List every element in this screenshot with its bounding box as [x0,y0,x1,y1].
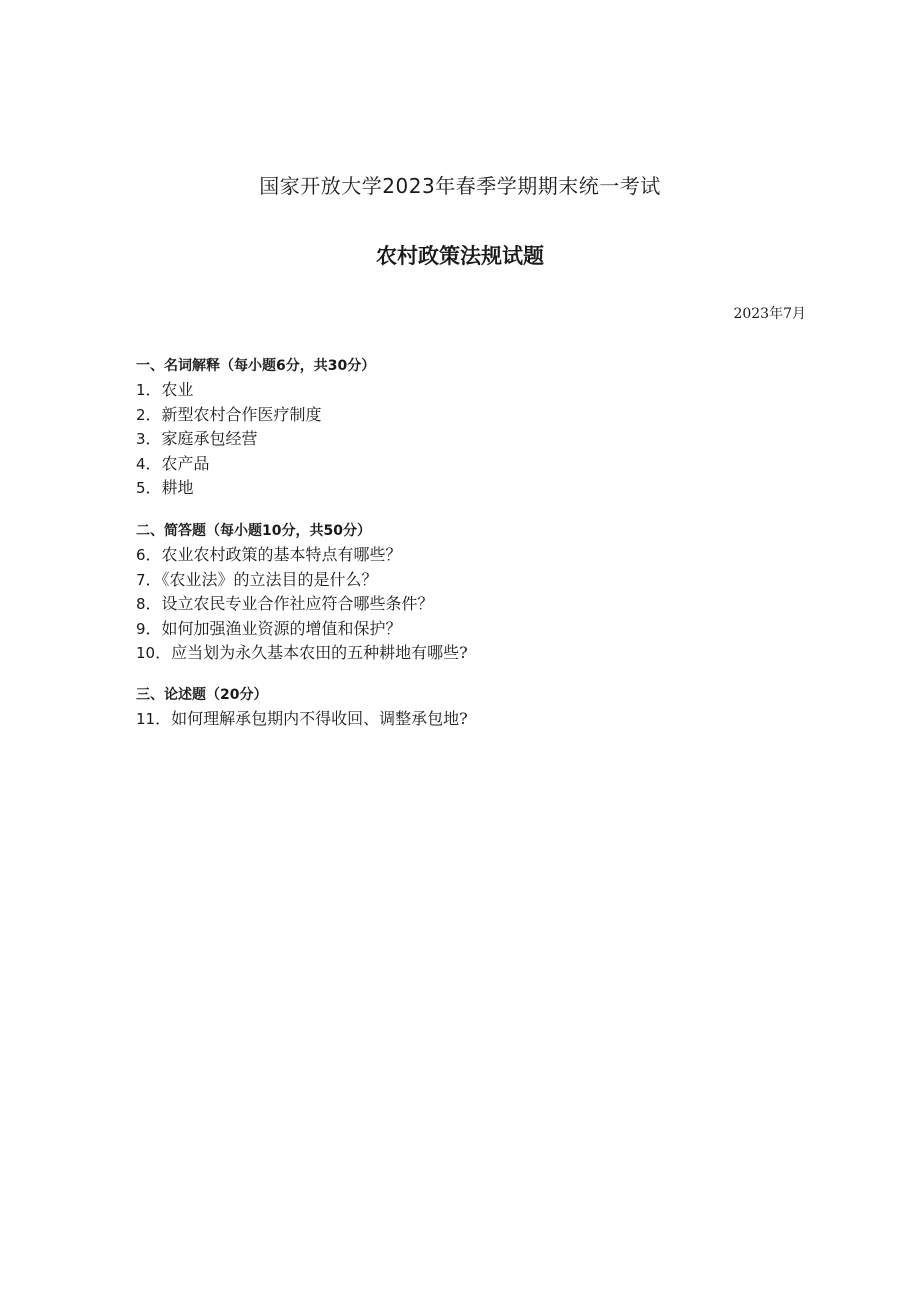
section-heading: 二、简答题（每小题10分，共50分） [136,523,371,539]
section-essay [136,683,816,732]
question-number: 7 [136,570,146,589]
question-item [136,427,816,452]
question-item [136,403,816,428]
question-number: 4 [136,454,146,473]
question-item [136,617,816,642]
question-text: ．家庭承包经营 [145,429,258,448]
exam-title: 农村政策法规试题 [376,244,544,268]
question-text: ．《农业法》的立法目的是什么？ [145,569,378,589]
question-number: 2 [136,405,146,424]
question-text: ．如何加强渔业资源的增值和保护？ [145,618,402,638]
question-number: 5 [136,479,146,497]
question-item [136,378,816,403]
question-text: ．农产品 [145,453,210,473]
question-text: ．耕地 [145,478,194,497]
question-item [136,592,816,617]
question-number: 9 [136,619,146,638]
question-item [136,476,816,501]
question-text: ．农业 [145,380,194,399]
section-terms [136,354,816,501]
question-text: ．设立农民专业合作社应符合哪些条件？ [145,594,434,613]
question-number: 6 [136,546,146,564]
question-text: ．新型农村合作医疗制度 [145,404,322,424]
question-text: ．农业农村政策的基本特点有哪些？ [145,545,402,564]
question-item [136,707,816,732]
question-number: 1 [136,381,146,399]
question-number: 11 [136,710,156,728]
question-number: 8 [136,595,146,613]
section-heading: 三、论述题（20分） [136,687,268,703]
question-item [136,568,816,593]
question-text: ．如何理解承包期内不得收回、调整承包地? [155,709,468,728]
section-short-answer [136,519,816,666]
question-text: ．应当划为永久基本农田的五种耕地有哪些? [155,643,468,662]
question-number: 10 [136,644,156,662]
exam-date: 2023年7月 [733,306,806,322]
section-heading: 一、名词解释（每小题6分，共30分） [136,358,376,374]
question-number: 3 [136,430,146,448]
question-item [136,543,816,568]
question-item [136,452,816,477]
exam-name: 国家开放大学2023年春季学期期末统一考试 [259,174,661,198]
question-item [136,641,816,666]
